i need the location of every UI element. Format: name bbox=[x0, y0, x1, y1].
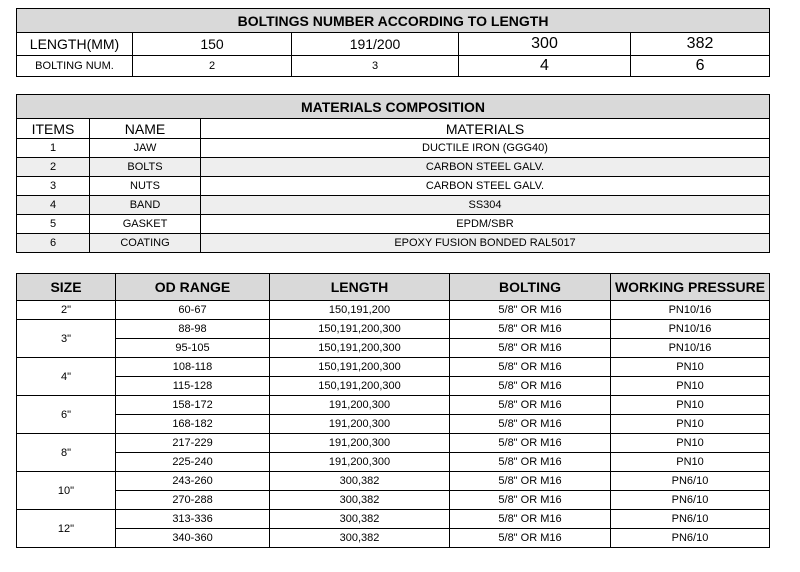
item-cell: 4 bbox=[17, 196, 90, 215]
od-range-header: OD RANGE bbox=[116, 274, 270, 301]
length-cell: 150,191,200,300 bbox=[270, 320, 450, 339]
pressure-cell: PN10 bbox=[611, 358, 770, 377]
length-cell: 300,382 bbox=[270, 529, 450, 548]
table-row bbox=[17, 453, 770, 472]
pressure-cell: PN10/16 bbox=[611, 320, 770, 339]
bolting-cell: 5/8" OR M16 bbox=[450, 320, 611, 339]
length-cell: 191,200,300 bbox=[270, 453, 450, 472]
od-cell: 115-128 bbox=[116, 377, 270, 396]
pressure-cell: PN10 bbox=[611, 453, 770, 472]
length-cell: 150,191,200,300 bbox=[270, 358, 450, 377]
material-cell: CARBON STEEL GALV. bbox=[201, 177, 770, 196]
material-cell: DUCTILE IRON (GGG40) bbox=[201, 139, 770, 158]
bolting-cell: 5/8" OR M16 bbox=[450, 415, 611, 434]
table-row bbox=[17, 396, 770, 415]
material-cell: CARBON STEEL GALV. bbox=[201, 158, 770, 177]
pressure-cell: PN6/10 bbox=[611, 472, 770, 491]
length-cell: 191,200,300 bbox=[270, 415, 450, 434]
name-cell: BOLTS bbox=[90, 158, 201, 177]
size-cell: 6" bbox=[17, 396, 116, 434]
length-label: LENGTH(MM) bbox=[17, 33, 133, 56]
table-row bbox=[17, 415, 770, 434]
boltings-table bbox=[16, 8, 770, 77]
table-row bbox=[17, 377, 770, 396]
table-row bbox=[17, 234, 770, 253]
table-row bbox=[17, 215, 770, 234]
length-cell: 150,191,200,300 bbox=[270, 377, 450, 396]
pressure-cell: PN6/10 bbox=[611, 510, 770, 529]
pressure-cell: PN6/10 bbox=[611, 529, 770, 548]
bolting-count-cell: 6 bbox=[631, 56, 770, 77]
size-header: SIZE bbox=[17, 274, 116, 301]
bolting-count-cell: 3 bbox=[292, 56, 459, 77]
item-cell: 2 bbox=[17, 158, 90, 177]
bolting-cell: 5/8" OR M16 bbox=[450, 510, 611, 529]
item-cell: 3 bbox=[17, 177, 90, 196]
name-cell: JAW bbox=[90, 139, 201, 158]
name-cell: NUTS bbox=[90, 177, 201, 196]
bolting-cell: 5/8" OR M16 bbox=[450, 339, 611, 358]
length-cell: 300,382 bbox=[270, 510, 450, 529]
table-row bbox=[17, 196, 770, 215]
item-cell: 6 bbox=[17, 234, 90, 253]
bolting-cell: 5/8" OR M16 bbox=[450, 472, 611, 491]
pressure-cell: PN10 bbox=[611, 396, 770, 415]
length-cell: 191/200 bbox=[292, 33, 459, 56]
table-row bbox=[17, 510, 770, 529]
length-cell: 300 bbox=[459, 33, 631, 56]
table-row bbox=[17, 177, 770, 196]
length-cell: 300,382 bbox=[270, 472, 450, 491]
name-cell: BAND bbox=[90, 196, 201, 215]
od-cell: 225-240 bbox=[116, 453, 270, 472]
size-cell: 2" bbox=[17, 301, 116, 320]
name-cell: GASKET bbox=[90, 215, 201, 234]
material-cell: EPDM/SBR bbox=[201, 215, 770, 234]
pressure-cell: PN10 bbox=[611, 415, 770, 434]
od-cell: 108-118 bbox=[116, 358, 270, 377]
material-cell: EPOXY FUSION BONDED RAL5017 bbox=[201, 234, 770, 253]
materials-title: MATERIALS COMPOSITION bbox=[17, 95, 770, 119]
od-cell: 270-288 bbox=[116, 491, 270, 510]
table-row bbox=[17, 434, 770, 453]
pressure-cell: PN10 bbox=[611, 434, 770, 453]
items-header: ITEMS bbox=[17, 119, 90, 139]
length-cell: 191,200,300 bbox=[270, 396, 450, 415]
length-cell: 150 bbox=[133, 33, 292, 56]
bolting-header: BOLTING bbox=[450, 274, 611, 301]
bolting-cell: 5/8" OR M16 bbox=[450, 529, 611, 548]
length-cell: 382 bbox=[631, 33, 770, 56]
material-cell: SS304 bbox=[201, 196, 770, 215]
bolting-cell: 5/8" OR M16 bbox=[450, 491, 611, 510]
od-cell: 95-105 bbox=[116, 339, 270, 358]
od-cell: 243-260 bbox=[116, 472, 270, 491]
od-cell: 60-67 bbox=[116, 301, 270, 320]
name-cell: COATING bbox=[90, 234, 201, 253]
bolting-cell: 5/8" OR M16 bbox=[450, 396, 611, 415]
length-header: LENGTH bbox=[270, 274, 450, 301]
boltings-title: BOLTINGS NUMBER ACCORDING TO LENGTH bbox=[17, 9, 770, 33]
pressure-cell: PN6/10 bbox=[611, 491, 770, 510]
od-cell: 217-229 bbox=[116, 434, 270, 453]
od-cell: 168-182 bbox=[116, 415, 270, 434]
size-cell: 8" bbox=[17, 434, 116, 472]
size-cell: 12" bbox=[17, 510, 116, 548]
size-cell: 3" bbox=[17, 320, 116, 358]
od-cell: 313-336 bbox=[116, 510, 270, 529]
item-cell: 5 bbox=[17, 215, 90, 234]
length-cell: 191,200,300 bbox=[270, 434, 450, 453]
bolting-num-label: BOLTING NUM. bbox=[17, 56, 133, 77]
specs-table bbox=[16, 273, 770, 548]
table-row bbox=[17, 491, 770, 510]
bolting-cell: 5/8" OR M16 bbox=[450, 434, 611, 453]
pressure-cell: PN10/16 bbox=[611, 339, 770, 358]
table-row bbox=[17, 158, 770, 177]
od-cell: 88-98 bbox=[116, 320, 270, 339]
materials-header: MATERIALS bbox=[201, 119, 770, 139]
bolting-cell: 5/8" OR M16 bbox=[450, 358, 611, 377]
item-cell: 1 bbox=[17, 139, 90, 158]
bolting-count-cell: 2 bbox=[133, 56, 292, 77]
od-cell: 158-172 bbox=[116, 396, 270, 415]
length-cell: 300,382 bbox=[270, 491, 450, 510]
pressure-cell: PN10/16 bbox=[611, 301, 770, 320]
length-cell: 150,191,200,300 bbox=[270, 339, 450, 358]
table-row bbox=[17, 339, 770, 358]
bolting-count-cell: 4 bbox=[459, 56, 631, 77]
table-row bbox=[17, 529, 770, 548]
working-pressure-header: WORKING PRESSURE bbox=[611, 274, 770, 301]
bolting-cell: 5/8" OR M16 bbox=[450, 377, 611, 396]
table-row bbox=[17, 358, 770, 377]
bolting-cell: 5/8" OR M16 bbox=[450, 301, 611, 320]
table-row bbox=[17, 472, 770, 491]
materials-table bbox=[16, 94, 770, 253]
table-row bbox=[17, 320, 770, 339]
table-row bbox=[17, 139, 770, 158]
name-header: NAME bbox=[90, 119, 201, 139]
length-cell: 150,191,200 bbox=[270, 301, 450, 320]
bolting-cell: 5/8" OR M16 bbox=[450, 453, 611, 472]
size-cell: 10" bbox=[17, 472, 116, 510]
od-cell: 340-360 bbox=[116, 529, 270, 548]
table-row bbox=[17, 301, 770, 320]
size-cell: 4" bbox=[17, 358, 116, 396]
pressure-cell: PN10 bbox=[611, 377, 770, 396]
